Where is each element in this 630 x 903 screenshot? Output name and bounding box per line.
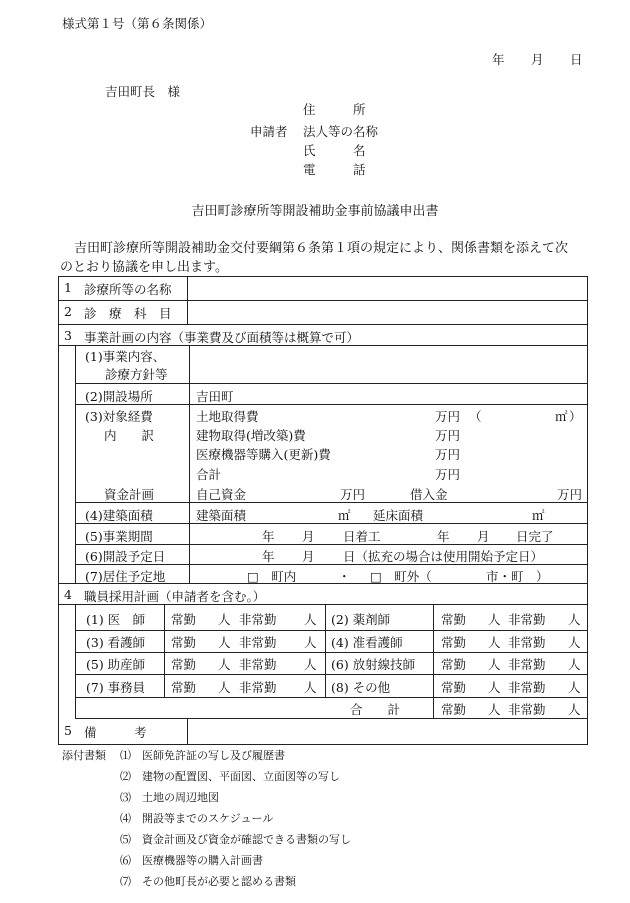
job-radiology-tech-label: (6) 放射線技師 (331, 657, 416, 672)
staff-total-label: 合 計 (350, 702, 401, 717)
residence-label: (7)居住予定地 (85, 569, 166, 584)
finish-day-label: 日完了 (516, 529, 554, 544)
loan-label: 借入金 (410, 487, 448, 502)
applicant-name-label: 氏 名 (303, 143, 366, 158)
section-2-number: 2 (64, 304, 72, 319)
other-part-unit: 人 (568, 680, 581, 695)
land-cost-unit: 万円 (435, 409, 461, 424)
job-midwife-label: (5) 助産師 (86, 657, 146, 672)
midwife-part-label: 非常勤 (239, 657, 277, 672)
departments-label: 診 療 科 目 (84, 306, 172, 321)
clerk-full-unit: 人 (218, 680, 231, 695)
assistant-nurse-part-label: 非常勤 (508, 635, 546, 650)
total-full-unit: 人 (488, 702, 501, 717)
job-pharmacist-label: (2) 薬剤師 (331, 612, 391, 627)
other-part-label: 非常勤 (508, 680, 546, 695)
section-5-number: 5 (64, 723, 72, 738)
section-3-number: 3 (64, 328, 72, 343)
start-month: 月 (302, 529, 315, 544)
pharmacist-full-unit: 人 (488, 612, 501, 627)
doctor-part-label: 非常勤 (239, 612, 277, 627)
building-cost-label: 建物取得(増改築)費 (196, 428, 306, 443)
attachment-item: ⑸ 資金計画及び資金が確認できる書類の写し (120, 833, 351, 846)
residence-inside-checkbox[interactable]: □ 町内 (247, 569, 297, 584)
finish-year: 年 (437, 529, 450, 544)
own-funds-label: 自己資金 (196, 487, 247, 502)
equipment-cost-label: 医療機器等購入(更新)費 (196, 447, 331, 462)
breakdown-label: 内 訳 (104, 428, 155, 443)
residence-outside-checkbox[interactable]: □ 町外（ (370, 569, 432, 584)
intro-line-2: のとおり協議を申し出ます。 (60, 260, 228, 275)
attachment-item: ⑺ その他町長が必要と認める書類 (120, 875, 296, 888)
attachment-item: ⑵ 建物の配置図、平面図、立面図等の写し (120, 770, 340, 783)
date-month: 月 (531, 52, 544, 67)
job-other-label: (8) その他 (331, 680, 391, 695)
assistant-nurse-part-unit: 人 (568, 635, 581, 650)
floor-area-label: 延床面積 (373, 508, 424, 523)
build-area-label: 建築面積 (196, 508, 247, 523)
date-year: 年 (492, 52, 505, 67)
radiology-tech-part-unit: 人 (568, 657, 581, 672)
other-full-label: 常勤 (441, 680, 467, 695)
opening-month: 月 (302, 549, 315, 564)
nurse-full-unit: 人 (218, 635, 231, 650)
attachments-label: 添付書類 (62, 749, 106, 762)
job-doctor-label: (1) 医 師 (86, 612, 146, 627)
land-area-unit: ㎡ (555, 409, 568, 424)
own-funds-unit: 万円 (340, 487, 366, 502)
remarks-label: 備 考 (84, 725, 147, 740)
clerk-part-unit: 人 (304, 680, 317, 695)
nurse-full-label: 常勤 (171, 635, 197, 650)
pharmacist-part-label: 非常勤 (508, 612, 546, 627)
floor-area-unit: ㎡ (532, 508, 545, 523)
opening-date-label: (6)開設予定日 (85, 549, 166, 564)
nurse-part-unit: 人 (304, 635, 317, 650)
date-day: 日 (570, 52, 583, 67)
radiology-tech-full-unit: 人 (488, 657, 501, 672)
document-title: 吉田町診療所等開設補助金事前協議申出書 (191, 204, 439, 219)
target-expenses-label: (3)対象経費 (85, 409, 153, 424)
doctor-part-unit: 人 (304, 612, 317, 627)
midwife-part-unit: 人 (304, 657, 317, 672)
intro-line-1: 吉田町診療所等開設補助金交付要綱第６条第１項の規定により、関係書類を添えて次 (74, 241, 569, 256)
radiology-tech-full-label: 常勤 (441, 657, 467, 672)
job-nurse-label: (3) 看護師 (86, 635, 146, 650)
total-cost-label: 合計 (196, 467, 222, 482)
attachment-item: ⑹ 医療機器等の購入計画書 (120, 854, 263, 867)
nurse-part-label: 非常勤 (239, 635, 277, 650)
applicant-corp-name-label: 法人等の名称 (303, 124, 379, 139)
addressee: 吉田町長 様 (105, 84, 181, 99)
opening-day-label: 日（拡充の場合は使用開始予定日） (343, 549, 544, 564)
total-full-label: 常勤 (441, 702, 467, 717)
finish-month: 月 (477, 529, 490, 544)
total-part-unit: 人 (568, 702, 581, 717)
treatment-policy-label: 診療方針等 (105, 367, 168, 382)
radiology-tech-part-label: 非常勤 (508, 657, 546, 672)
residence-separator: ・ (338, 569, 351, 584)
clerk-full-label: 常勤 (171, 680, 197, 695)
form-number: 様式第１号（第６条関係） (62, 16, 213, 31)
build-area-unit: ㎡ (338, 508, 351, 523)
pharmacist-part-unit: 人 (568, 612, 581, 627)
assistant-nurse-full-unit: 人 (488, 635, 501, 650)
start-day-label: 日着工 (343, 529, 381, 544)
job-clerk-label: (7) 事務員 (86, 680, 146, 695)
attachment-item: ⑶ 土地の周辺地図 (120, 791, 219, 804)
applicant-address-label: 住 所 (303, 102, 366, 117)
pharmacist-full-label: 常勤 (441, 612, 467, 627)
opening-year: 年 (262, 549, 275, 564)
doctor-full-label: 常勤 (171, 612, 197, 627)
start-year: 年 (262, 529, 275, 544)
land-area-paren-open: （ (469, 409, 482, 424)
attachment-item: ⑷ 開設等までのスケジュール (120, 812, 274, 825)
section-4-number: 4 (64, 587, 72, 602)
other-full-unit: 人 (488, 680, 501, 695)
clerk-part-label: 非常勤 (239, 680, 277, 695)
equipment-cost-unit: 万円 (435, 447, 461, 462)
business-plan-label: 事業計画の内容（事業費及び面積等は概算で可） (84, 330, 360, 345)
section-1-number: 1 (64, 280, 72, 295)
applicant-phone-label: 電 話 (303, 162, 366, 177)
total-cost-unit: 万円 (435, 467, 461, 482)
applicant-label: 申請者 (250, 124, 288, 139)
loan-unit: 万円 (557, 487, 583, 502)
residence-city-label: 市・町 ） (486, 569, 549, 584)
land-area-paren-close: ） (569, 409, 582, 424)
building-cost-unit: 万円 (435, 428, 461, 443)
job-assistant-nurse-label: (4) 准看護師 (331, 635, 403, 650)
land-cost-label: 土地取得費 (196, 409, 259, 424)
business-content-label: (1)事業内容、 (85, 349, 166, 364)
location-value: 吉田町 (196, 389, 234, 404)
business-period-label: (5)事業期間 (85, 529, 153, 544)
building-area-label: (4)建築面積 (85, 508, 153, 523)
clinic-name-label: 診療所等の名称 (84, 282, 172, 297)
funding-plan-label: 資金計画 (104, 487, 155, 502)
location-label: (2)開設場所 (85, 389, 153, 404)
midwife-full-label: 常勤 (171, 657, 197, 672)
total-part-label: 非常勤 (508, 702, 546, 717)
doctor-full-unit: 人 (218, 612, 231, 627)
midwife-full-unit: 人 (218, 657, 231, 672)
attachment-item: ⑴ 医師免許証の写し及び履歴書 (120, 749, 285, 762)
staff-plan-label: 職員採用計画（申請者を含む。） (84, 589, 266, 604)
assistant-nurse-full-label: 常勤 (441, 635, 467, 650)
